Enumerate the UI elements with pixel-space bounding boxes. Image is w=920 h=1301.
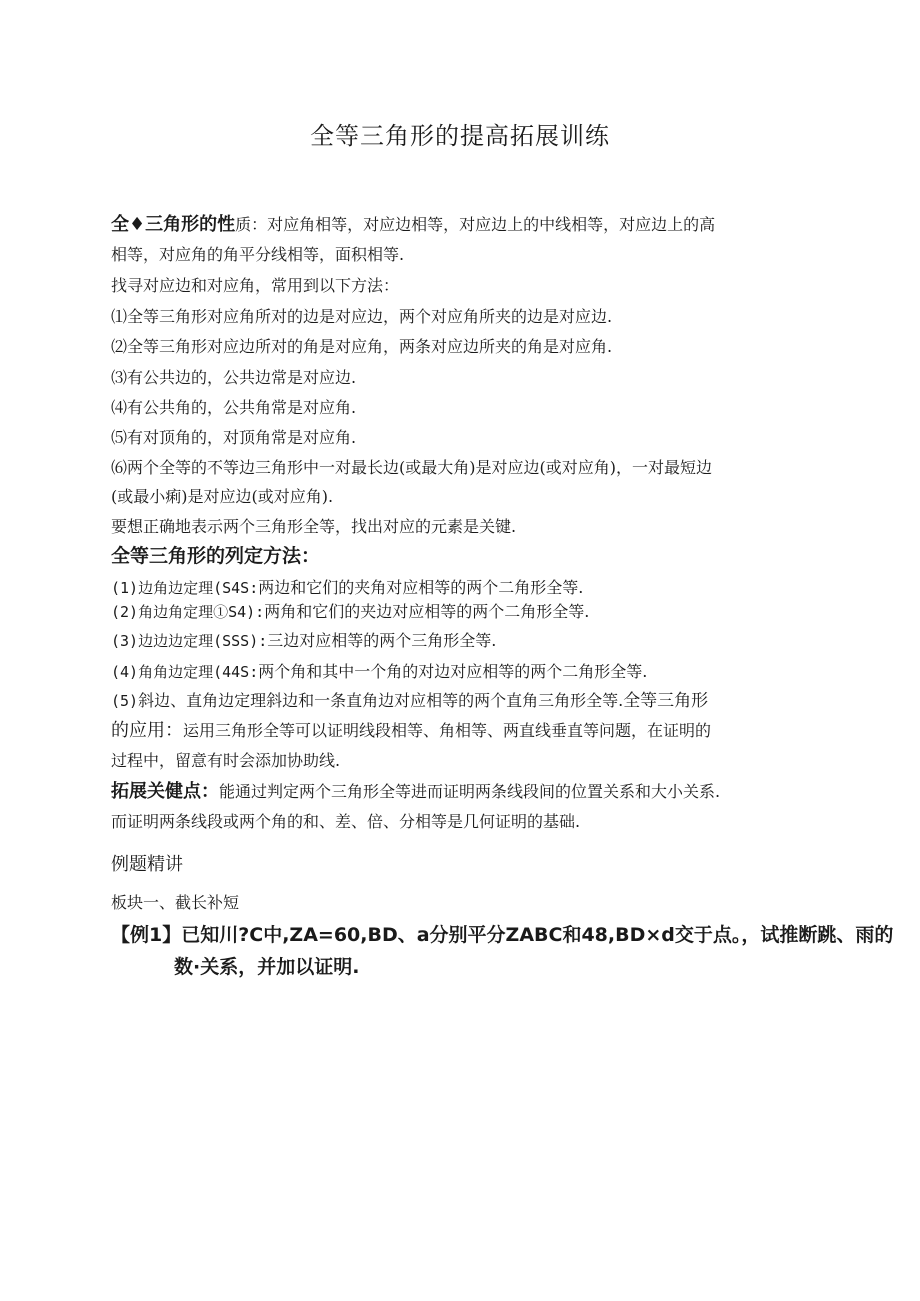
criteria-text: 三边对应相等的两个三角形全等. xyxy=(267,631,497,650)
criteria-item xyxy=(111,600,811,624)
criteria-item xyxy=(111,660,811,684)
extension-line-1 xyxy=(111,780,811,804)
criteria-item xyxy=(111,689,811,713)
find-method-item: ⑸有对顶角的，对顶角常是对应角. xyxy=(111,428,357,447)
extension-line-2: 而证明两条线段或两个角的和、差、倍、分相等是几何证明的基础. xyxy=(111,812,581,831)
criteria-item xyxy=(111,576,811,600)
criteria-code: (5) xyxy=(111,692,139,710)
properties-line-2: 相等，对应角的角平分线相等，面积相等. xyxy=(111,245,405,264)
find-method-item: (或最小痢)是对应边(或对应角). xyxy=(111,487,334,506)
find-method-item: ⑷有公共角的，公共角常是对应角. xyxy=(111,398,357,417)
application-line-2: 过程中，留意有时会添加协助线. xyxy=(111,751,341,770)
examples-heading: 例题精讲 xyxy=(111,854,183,875)
key-element-note: 要想正确地表示两个三角形全等，找出对应的元素是关键. xyxy=(111,517,517,536)
criteria-code: (3)边边边定理(SSS): xyxy=(111,632,268,650)
application-heading-part1: 全等三角形 xyxy=(623,691,709,711)
block-title: 板块一、截长补短 xyxy=(111,893,240,912)
page-title: 全等三角形的提高拓展训练 xyxy=(310,122,610,150)
find-method-item: ⑴全等三角形对应角所对的边是对应边，两个对应角所夹的边是对应边. xyxy=(111,307,613,326)
criteria-text: 斜边、直角边定理斜边和一条直角边对应相等的两个直角三角形全等. xyxy=(138,691,624,710)
criteria-text: 两个角和其中一个角的对边对应相等的两个二角形全等. xyxy=(258,662,648,681)
properties-text: 质：对应角相等，对应边相等，对应边上的中线相等，对应边上的高 xyxy=(235,215,716,234)
application-text: 运用三角形全等可以证明线段相等、角相等、两直线垂直等问题，在证明的 xyxy=(183,721,712,740)
find-method-item: ⑶有公共边的，公共边常是对应边. xyxy=(111,368,357,387)
criteria-heading: 全等三角形的列定方法： xyxy=(111,545,321,567)
example-label: 【例1】 xyxy=(111,924,182,946)
criteria-code: (1)边角边定理(S4S: xyxy=(111,579,259,597)
find-method-item: ⑵全等三角形对应边所对的角是对应角，两条对应边所夹的角是对应角. xyxy=(111,337,613,356)
criteria-code: (4)角角边定理(44S: xyxy=(111,663,259,681)
criteria-text: 两边和它们的夹角对应相等的两个二角形全等. xyxy=(258,578,584,597)
criteria-code: (2)角边角定理①S4): xyxy=(111,603,265,621)
criteria-item xyxy=(111,629,811,653)
application-line-1 xyxy=(111,719,811,743)
criteria-text: 两角和它们的夹边对应相等的两个二角形全等. xyxy=(264,602,590,621)
properties-line-1 xyxy=(111,213,811,237)
find-methods-intro: 找寻对应边和对应角，常用到以下方法： xyxy=(111,276,400,295)
example-1-line-2: 数·关系，并加以证明. xyxy=(174,956,360,978)
extension-heading: 拓展关健点： xyxy=(111,781,219,802)
find-method-item: ⑹两个全等的不等边三角形中一对最长边(或最大角)是对应边(或对应角)，一对最短边 xyxy=(111,458,712,477)
example-text: 已知川?C中,ZA=60,BD、a分别平分ZABC和48,BD×d交于点。，试推断跳、雨的 xyxy=(181,924,894,946)
example-1-line-1 xyxy=(111,919,894,951)
application-heading-part2: 的应用： xyxy=(111,720,183,741)
extension-text: 能通过判定两个三角形全等进而证明两条线段间的位置关系和大小关系. xyxy=(219,782,721,801)
properties-lead: 全♦三角形的性 xyxy=(111,214,236,235)
